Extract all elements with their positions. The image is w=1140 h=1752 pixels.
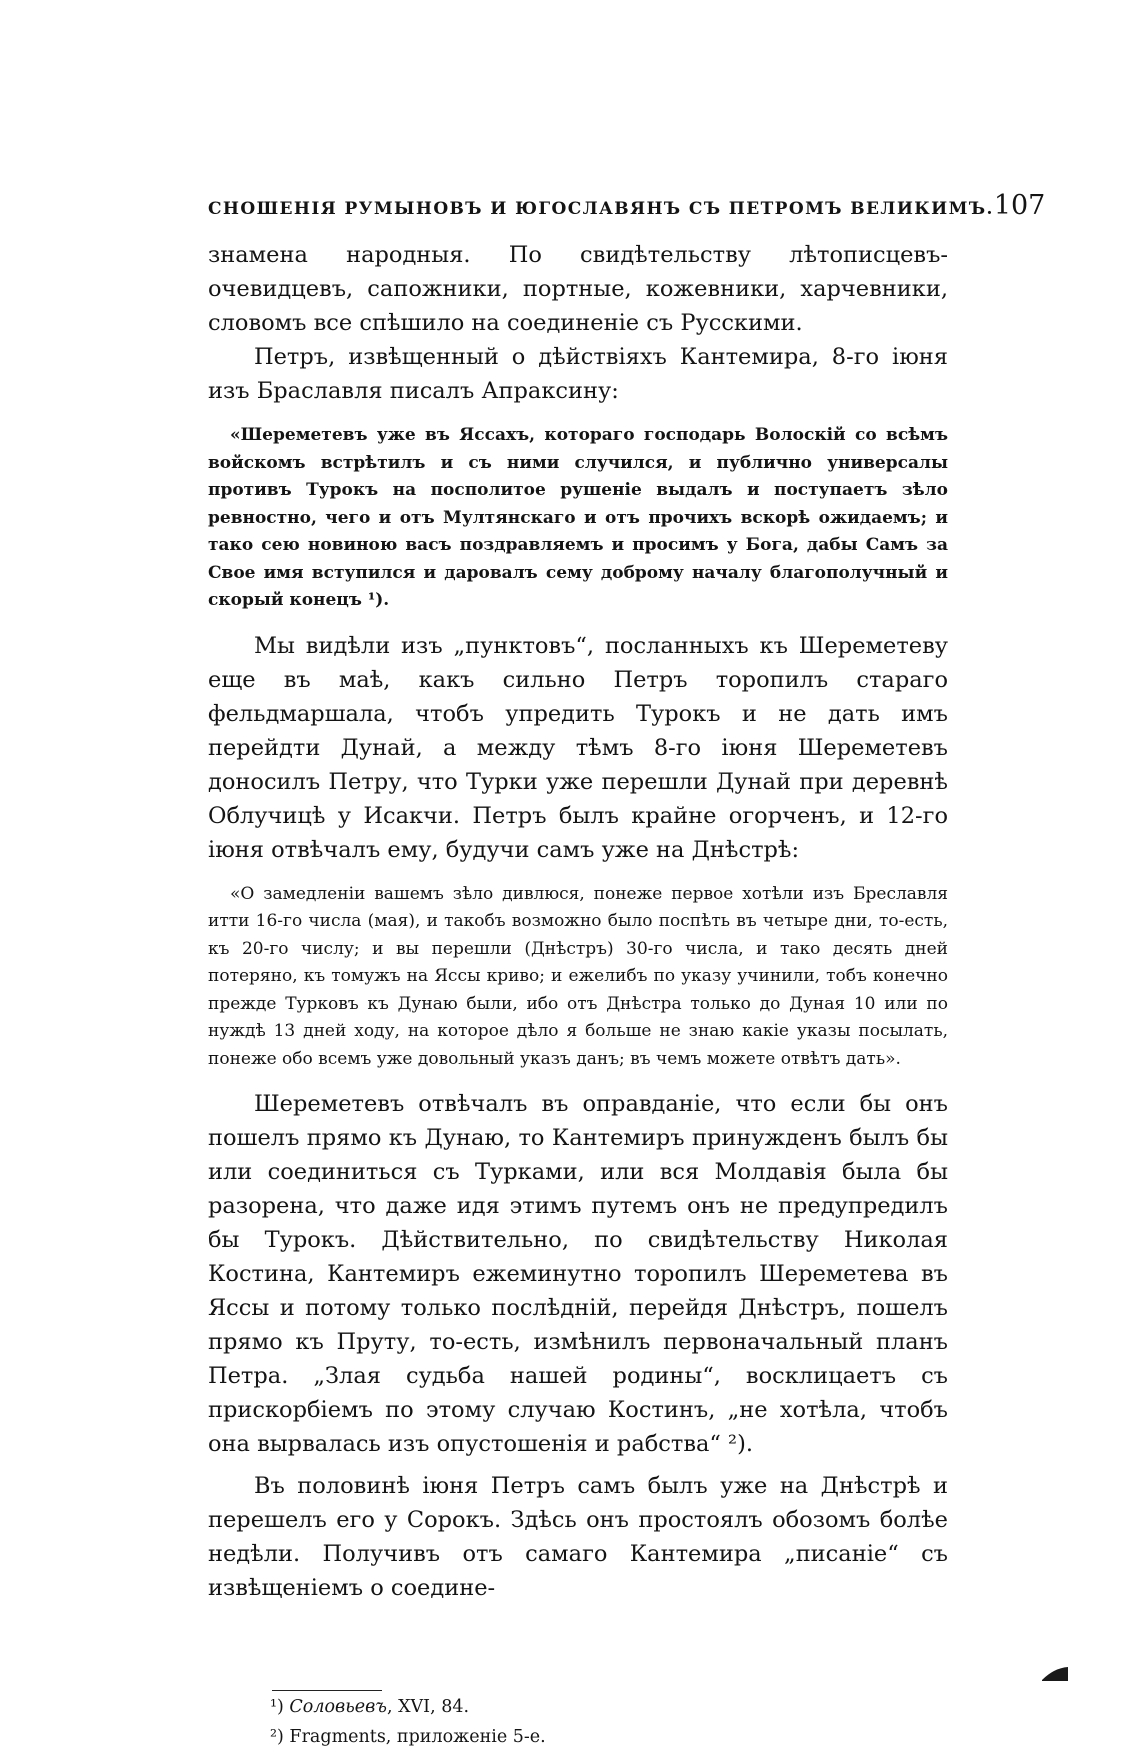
footnote-marker: ¹) xyxy=(270,1697,284,1717)
body-text xyxy=(208,238,948,1605)
footnotes xyxy=(270,1692,890,1752)
page-header xyxy=(208,190,1046,230)
footnote-2 xyxy=(270,1722,890,1752)
page-number: 107 xyxy=(993,190,1046,221)
paragraph-3: Мы видѣли изъ „пунктовъ“, посланныхъ къ Шереметеву еще въ маѣ, какъ сильно Петръ торопилъ стараго фельдмаршала, чтобъ упредить Турокъ и не дать имъ перейдти Дунай, а между тѣмъ 8-го іюня Шереметевъ доносилъ Петру, что Турки уже перешли Дунай при деревнѣ Облучицѣ у Исакчи. Петръ былъ крайне огорченъ, и 12-го іюня отвѣчалъ ему, будучи самъ уже на Днѣстрѣ: xyxy=(208,632,948,863)
footnote-author: Соловьевъ xyxy=(289,1697,387,1717)
paragraph-2: Петръ, извѣщенный о дѣйствіяхъ Кантемира, 8-го іюня изъ Браславля писалъ Апраксину: xyxy=(208,344,948,404)
paragraph-5: Въ половинѣ іюня Петръ самъ былъ уже на Днѣстрѣ и перешелъ его у Сорокъ. Здѣсь онъ простоялъ обозомъ болѣе недѣли. Получивъ отъ самаго Кантемира „писаніе“ съ извѣщеніемъ о соедине- xyxy=(208,1473,948,1601)
footnote-1 xyxy=(270,1692,890,1722)
quote-1: «Шереметевъ уже въ Яссахъ, котораго господарь Волоскій со всѣмъ войскомъ встрѣтилъ и съ ними случился, и публично универсалы противъ Турокъ на посполитое рушеніе выдалъ и поступаетъ зѣло ревностно, чего и отъ Мултянскаго и отъ прочихъ вскорѣ ожидаемъ; и тако сею новиною васъ поздравляемъ и просимъ у Бога, дабы Самъ за Свое имя вступился и даровалъ сему доброму началу благополучный и скорый конецъ ¹). xyxy=(208,425,948,610)
paragraph-4: Шереметевъ отвѣчалъ въ оправданіе, что если бы онъ пошелъ прямо къ Дунаю, то Кантемиръ принужденъ былъ бы или соединиться съ Турками, или вся Молдавія была бы разорена, что даже идя этимъ путемъ онъ не предупредилъ бы Турокъ. Дѣйствительно, по свидѣтельству Николая Костина, Кантемиръ ежеминутно торопилъ Шереметева въ Яссы и потому только послѣдній, перейдя Днѣстръ, пошелъ прямо къ Пруту, то-есть, измѣнилъ первоначальный планъ Петра. „Злая судьба нашей родины“, восклицаетъ съ прискорбіемъ по этому случаю Костинъ, „не хотѣла, чтобъ она вырвалась изъ опустошенія и рабства“ ²). xyxy=(208,1091,948,1457)
footnote-text: , XVI, 84. xyxy=(386,1697,470,1717)
running-head: СНОШЕНІЯ РУМЫНОВЪ И ЮГОСЛАВЯНЪ СЪ ПЕТРОМЪ ВЕЛИКИМЪ. xyxy=(208,199,994,219)
footnote-text: Fragments, приложеніе 5-е. xyxy=(289,1727,546,1747)
footnote-rule xyxy=(272,1690,382,1691)
scan-corner-mark xyxy=(1040,1665,1070,1683)
paragraph-1: знамена народныя. По свидѣтельству лѣтописцевъ-очевидцевъ, сапожники, портные, кожевники, харчевники, словомъ все спѣшило на соединеніе съ Русскими. xyxy=(208,242,948,336)
quote-2: «О замедленіи вашемъ зѣло дивлюся, понеже первое хотѣли изъ Бреславля итти 16-го числа (мая), и такобъ возможно было поспѣть въ четыре дни, то-есть, къ 20-го числу; и вы перешли (Днѣстръ) 30-го числа, и тако десять дней потеряно, къ томужъ на Яссы криво; и ежелибъ по указу учинили, тобъ конечно прежде Турковъ къ Дунаю были, ибо отъ Днѣстра только до Дуная 10 или по нуждѣ 13 дней ходу, на которое дѣло я больше не знаю какіе указы посылать, понеже обо всемъ уже довольный указъ данъ; въ чемъ можете отвѣтъ дать». xyxy=(208,883,948,1069)
footnote-marker: ²) xyxy=(270,1727,284,1747)
